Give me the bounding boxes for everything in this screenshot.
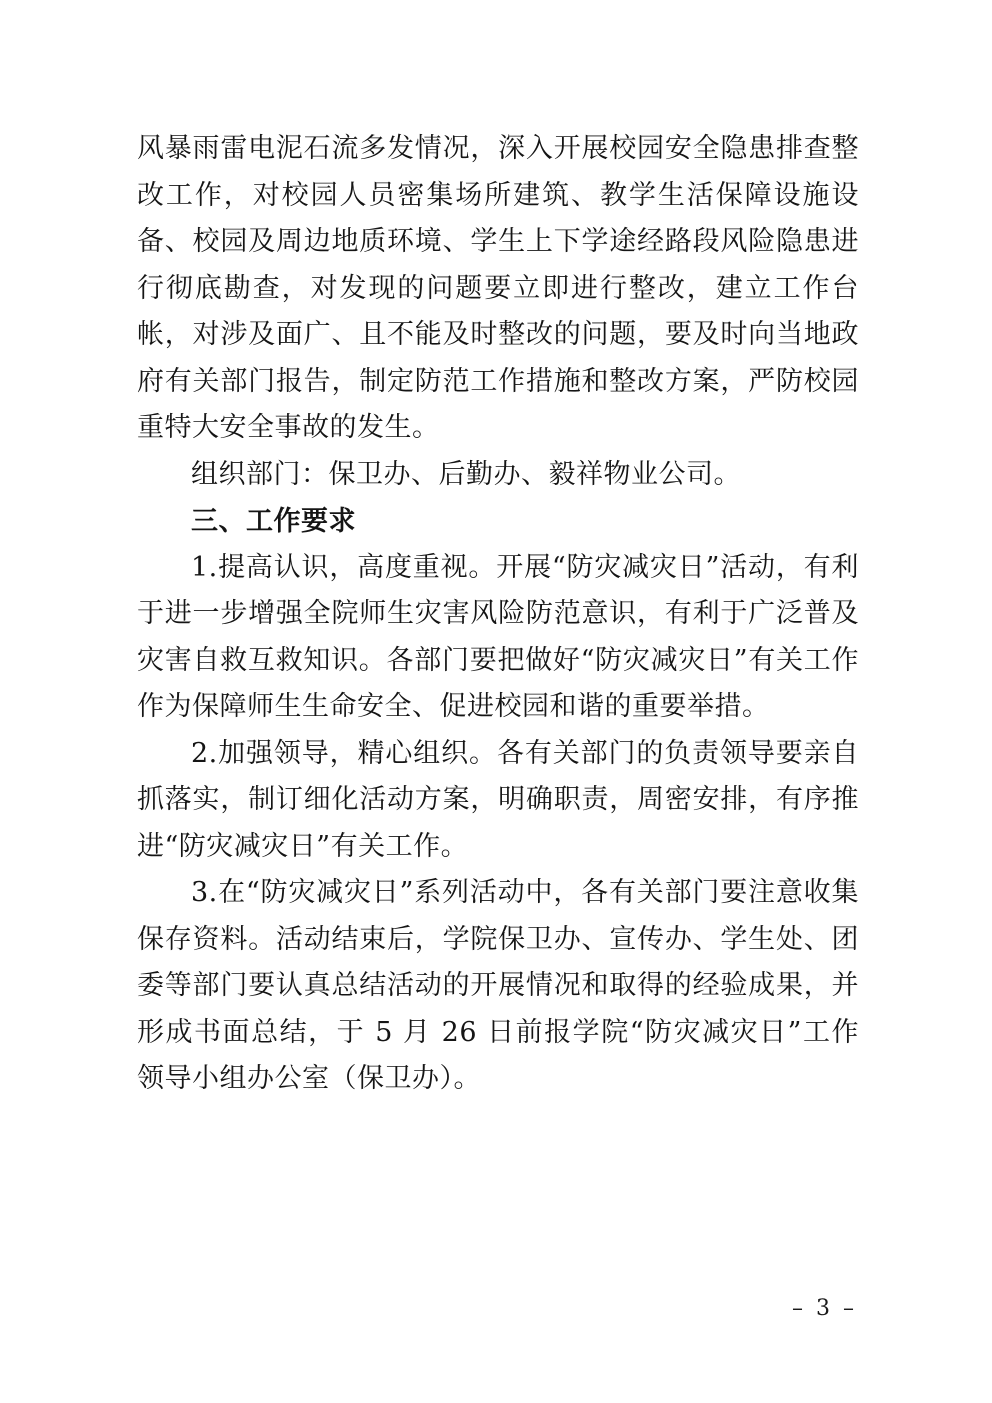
page-number: – 3 –	[792, 1296, 857, 1321]
paragraph-item-1: 1.提高认识，高度重视。开展“防灾减灾日”活动，有利于进一步增强全院师生灾害风险防范意识，有利于广泛普及灾害自救互救知识。各部门要把做好“防灾减灾日”有关工作作为保障师生生命安全、促进校园和谐的重要举措。	[137, 551, 859, 722]
document-body	[137, 126, 859, 1103]
section-heading-work-requirements: 三、工作要求	[191, 506, 356, 536]
paragraph-item-2: 2.加强领导，精心组织。各有关部门的负责领导要亲自抓落实，制订细化活动方案，明确职责，周密安排，有序推进“防灾减灾日”有关工作。	[137, 737, 859, 862]
paragraph-organizing-departments: 组织部门：保卫办、后勤办、毅祥物业公司。	[191, 458, 741, 490]
paragraph-continuation: 风暴雨雷电泥石流多发情况，深入开展校园安全隐患排查整改工作，对校园人员密集场所建筑、教学生活保障设施设备、校园及周边地质环境、学生上下学途经路段风险隐患进行彻底勘查，对发现的问题要立即进行整改，建立工作台帐，对涉及面广、且不能及时整改的问题，要及时向当地政府有关部门报告，制定防范工作措施和整改方案，严防校园重特大安全事故的发生。	[137, 133, 859, 443]
paragraph-item-3: 3.在“防灾减灾日”系列活动中，各有关部门要注意收集保存资料。活动结束后，学院保卫办、宣传办、学生处、团委等部门要认真总结活动的开展情况和取得的经验成果，并形成书面总结，于 5 月 26 日前报学院“防灾减灾日”工作领导小组办公室（保卫办）。	[137, 877, 859, 1094]
